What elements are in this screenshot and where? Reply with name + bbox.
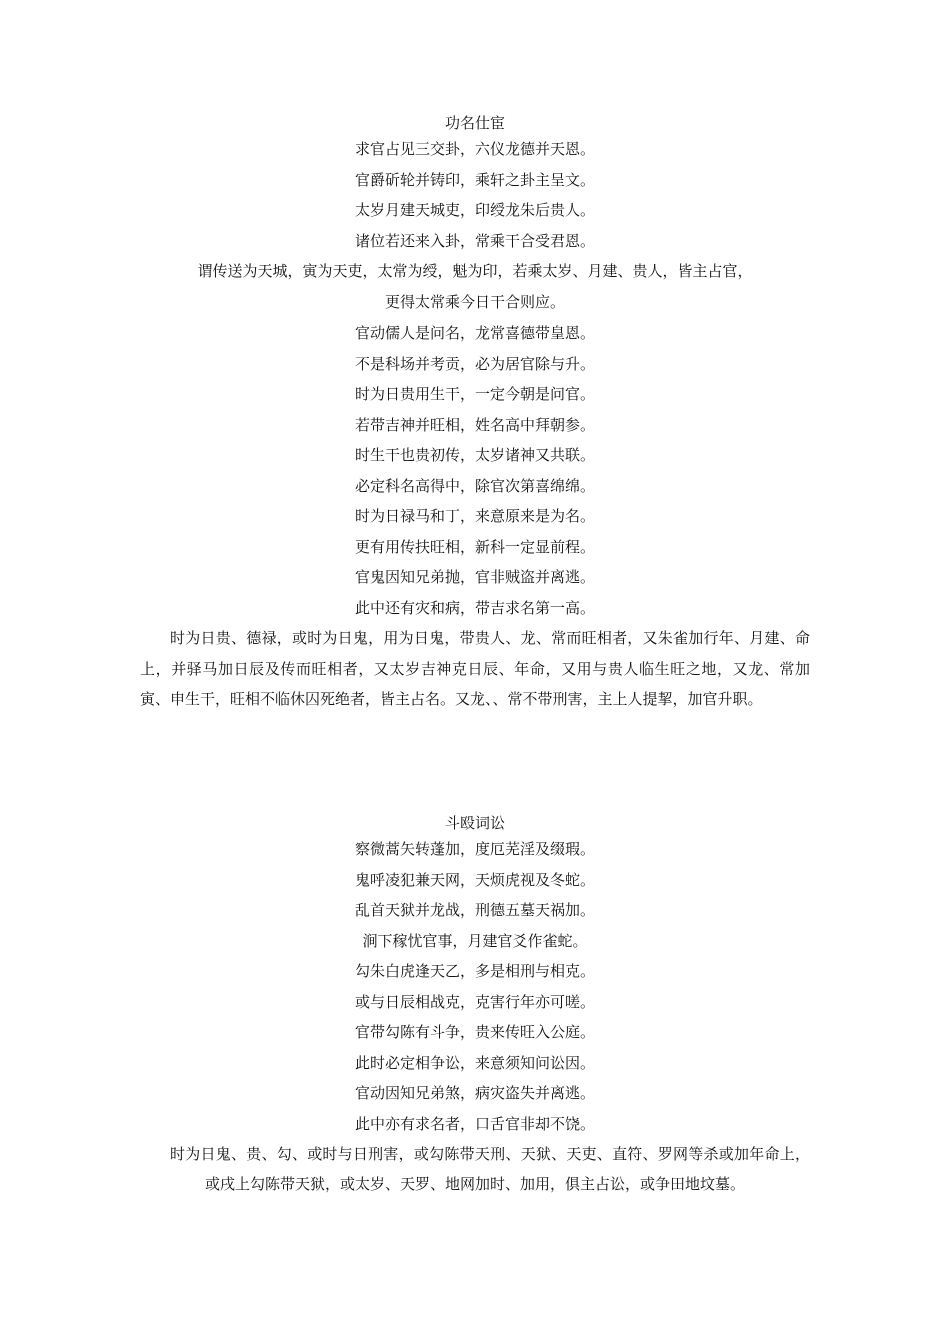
verse-line: 此中还有灾和病，带吉求名第一高。: [354, 598, 595, 617]
section-lawsuit: [140, 812, 810, 1199]
note-line: 谓传送为天城，寅为天吏，太常为绶，魁为印，若乘太岁、月建、贵人，皆主占官，: [197, 262, 753, 280]
verse-line: 涧下稼忧官事，月建官爻作雀蛇。: [362, 931, 588, 950]
section-title: 功名仕宦: [444, 114, 505, 132]
verse-line: 此时必定相争讼，来意须知问讼因。: [354, 1053, 595, 1072]
verse-line: 官动儒人是问名，龙常喜德带皇恩。: [354, 324, 595, 342]
verse-line: 时生干也贵初传，太岁诸神又共联。: [354, 446, 595, 464]
verse-line: 求官占见三交卦，六仪龙德并天恩。: [354, 140, 595, 158]
verse-line: 官鬼因知兄弟抛，官非贼盗并离逃。: [354, 568, 595, 586]
verse-line: 官爵斫轮并铸印，乘轩之卦主呈文。: [354, 170, 595, 189]
verse-line: 乱首天狱并龙战，刑德五墓天祸加。: [354, 901, 595, 919]
section-fame-office: [140, 112, 810, 715]
verse-line: 勾朱白虎逢天乙，多是相刑与相克。: [354, 962, 595, 980]
verse-line: 察微蒿矢转蓬加，度厄芜淫及缀瑕。: [354, 840, 595, 858]
note-line: 更得太常乘今日干合则应。: [384, 293, 565, 311]
commentary-paragraph: 时为日贵、德禄，或时为日鬼，用为日鬼，带贵人、龙、常而旺相者，又朱雀加行年、月建、命上，并驿马加日辰及传而旺相者，又太岁吉神克日辰、年命，又用与贵人临生旺之地，又龙、常加寅、申生干，旺相不临休囚死绝者，皆主占名。又龙、、常不带刑害，主上人提挈，加官升职。: [140, 629, 810, 708]
verse-line: 太岁月建天城吏，印绶龙朱后贵人。: [354, 201, 595, 219]
verse-line: 更有用传扶旺相，新科一定显前程。: [354, 537, 595, 556]
verse-line: 若带吉神并旺相，姓名高中拜朝参。: [354, 415, 595, 434]
verse-line: 不是科场并考贡，必为居官除与升。: [354, 354, 595, 373]
verse-line: 必定科名高得中，除官次第喜绵绵。: [354, 476, 595, 495]
verse-line: 此中亦有求名者，口舌官非却不饶。: [354, 1114, 595, 1133]
verse-line: 官带勾陈有斗争，贵来传旺入公庭。: [354, 1023, 595, 1041]
verse-line: 官动因知兄弟煞，病灾盗失并离逃。: [354, 1084, 595, 1102]
commentary-paragraph: 时为日鬼、贵、勾、或时与日刑害，或勾陈带天刑、天狱、天吏、直符、罗网等杀或加年命上，或戌上勾陈带天狱，或太岁、天罗、地网加时、加用，俱主占讼，或争田地坟墓。: [170, 1145, 810, 1193]
verse-line: 诸位若还来入卦，常乘干合受君恩。: [354, 231, 595, 250]
section-title: 斗殴词讼: [444, 814, 505, 832]
verse-line: 或与日辰相战克，克害行年亦可嗟。: [354, 992, 595, 1011]
verse-line: 鬼呼凌犯兼天网，天烦虎视及冬蛇。: [354, 870, 595, 889]
verse-line: 时为日禄马和丁，来意原来是为名。: [354, 507, 595, 525]
verse-line: 时为日贵用生干，一定今朝是问官。: [354, 385, 595, 403]
